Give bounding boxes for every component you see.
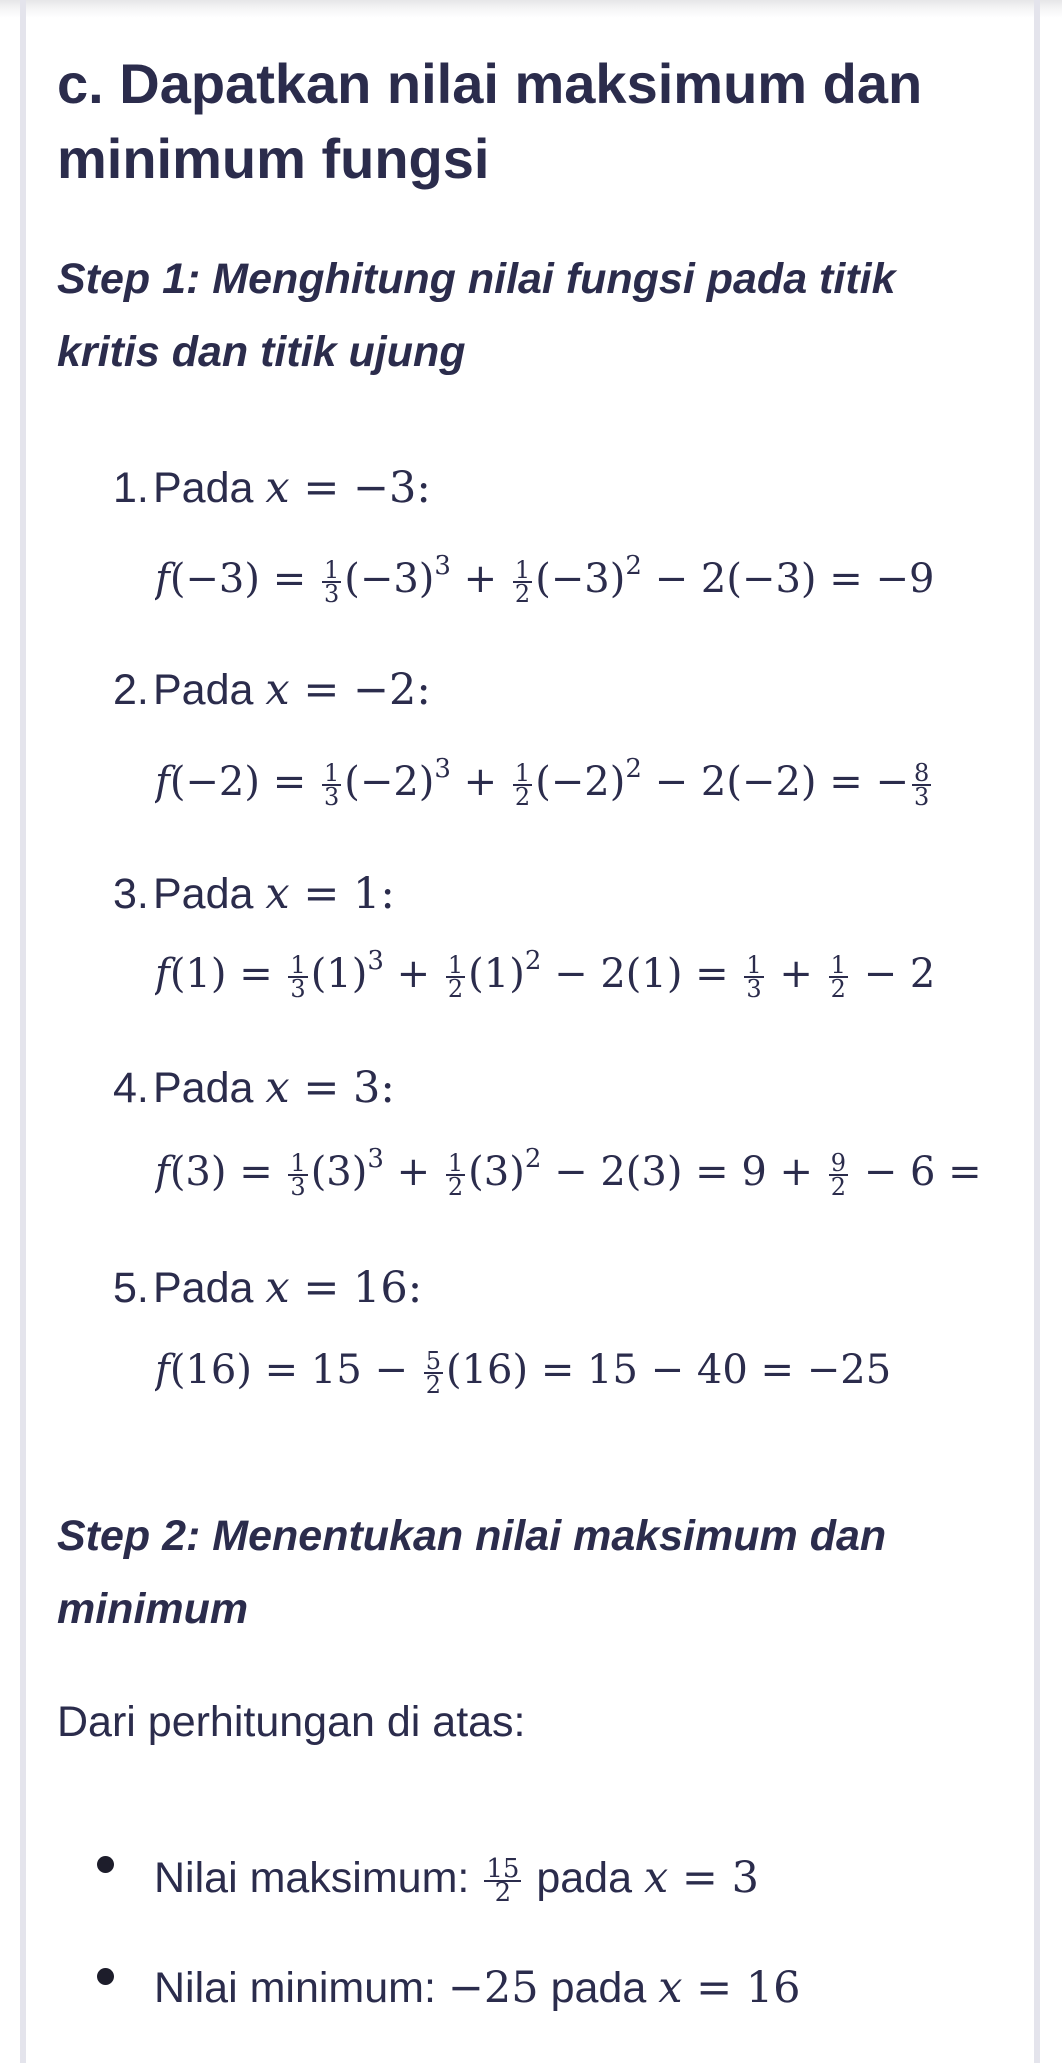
- step1-item-1-equation: f(−3) = $\frac{1}{3}$ $(-3)^3$ + $\frac{1}{2}$ $(-3)^2 - 2(-3) = -9$: [155, 551, 935, 608]
- item-number: 3.: [113, 870, 149, 918]
- step1-heading: Step 1: Menghitung nilai fungsi pada titik kritis dan titik ujung: [57, 255, 896, 376]
- step2-intro: Dari perhitungan di atas:: [57, 1698, 526, 1746]
- step1-item-2-equation: f(−2) = $\frac{1}{3}$ $(-2)^3$ + $\frac{1}{2}$ $(-2)^2 - 2(-2)$ = − $\frac{8}{3}$: [155, 754, 930, 811]
- step1-item-2-label: 2.Pada x = −2:: [113, 665, 431, 715]
- step1-item-3-equation: f(1) = $\frac{1}{3}$ $(1)^3$ + $\frac{1}{2}$ $(1)^2 - 2(1)$ = $\frac{1}{3}$ + $\frac{1}{2}$ − 2: [155, 946, 936, 1003]
- step1-item-4-equation: f(3) = $\frac{1}{3}$ $(3)^3$ + $\frac{1}{2}$ $(3)^2 - 2(3) = 9$ + $\frac{9}{2}$ − 6 =: [155, 1144, 982, 1201]
- step1-item-5-equation: f(16) = 15 − $\frac{5}{2}$ (16) = 15 − 40 = −25: [155, 1347, 892, 1399]
- step1-item-5-label: 5.Pada x = 16:: [113, 1263, 423, 1313]
- step1-item-1-label: 1.Pada x = −3:: [113, 463, 431, 513]
- step2-heading: Step 2: Menentukan nilai maksimum dan minimum: [57, 1512, 887, 1633]
- result-minimum: Nilai minimum: −25 pada x = 16: [154, 1963, 801, 2013]
- section-title: c. Dapatkan nilai maksimum dan minimum fungsi: [57, 52, 923, 190]
- bullet-icon: [97, 1856, 114, 1873]
- step1-item-3-label: 3.Pada x = 1:: [113, 869, 395, 919]
- card-right-border: [1034, 0, 1040, 2063]
- bullet-icon: [97, 1968, 114, 1985]
- item-number: 5.: [113, 1264, 149, 1312]
- step1-item-4-label: 4.Pada x = 3:: [113, 1063, 395, 1113]
- solution-content: [57, 0, 1007, 2063]
- item-number: 4.: [113, 1064, 149, 1112]
- item-number: 2.: [113, 666, 149, 714]
- card-left-border: [20, 0, 26, 2063]
- result-maximum: Nilai maksimum: $\frac{15}{2}$ pada x = 3: [154, 1853, 759, 1908]
- item-number: 1.: [113, 464, 149, 512]
